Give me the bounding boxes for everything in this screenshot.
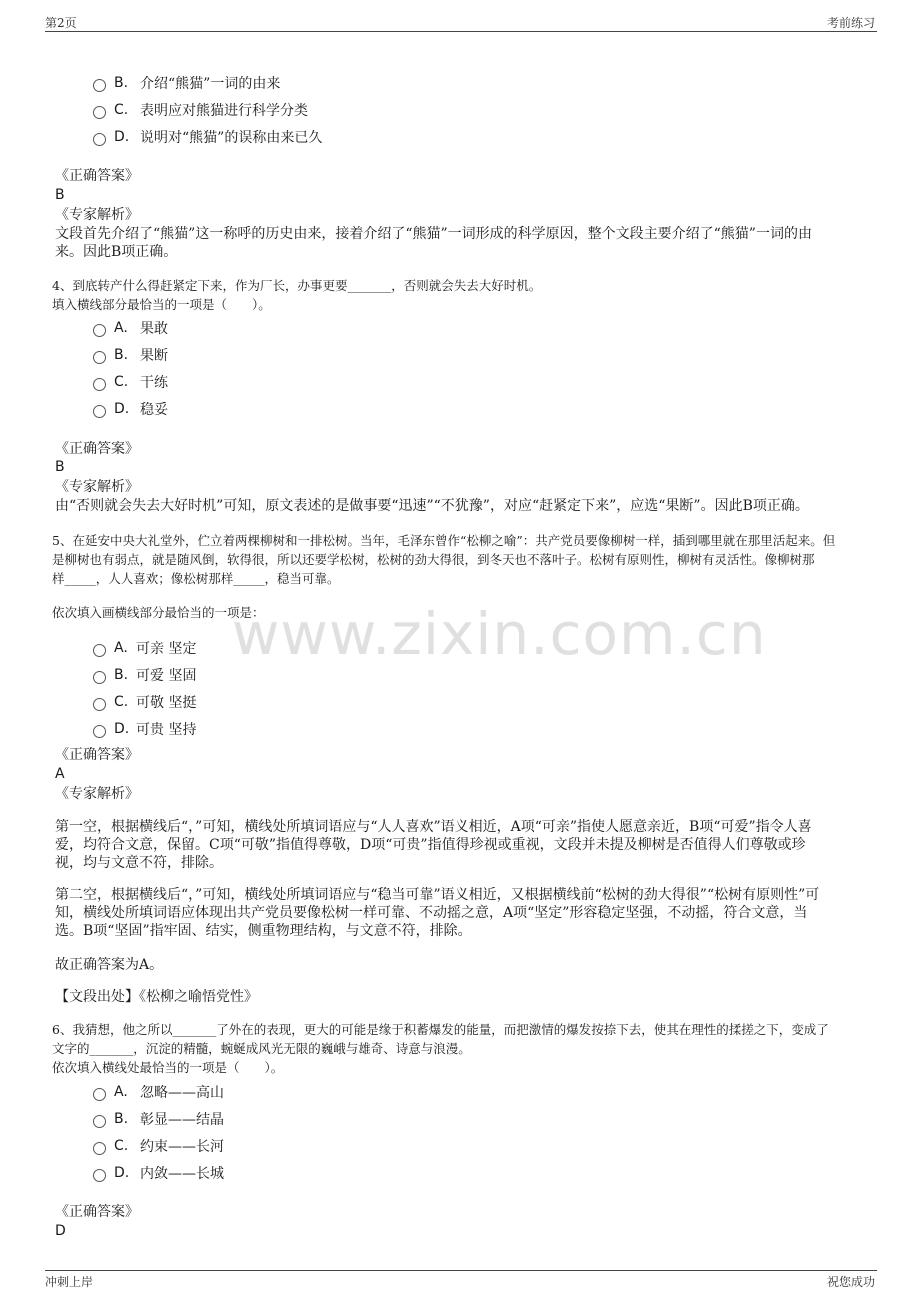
radio-icon[interactable] <box>93 671 106 684</box>
radio-icon[interactable] <box>93 698 106 711</box>
radio-icon[interactable] <box>93 79 106 92</box>
radio-icon[interactable] <box>93 725 106 738</box>
option-a[interactable] <box>93 638 196 658</box>
option-a[interactable] <box>93 318 168 338</box>
question-instruction: 依次填入画横线部分最恰当的一项是： <box>52 605 265 620</box>
answer-label: 《正确答案》 <box>55 747 139 763</box>
option-letter: C. <box>114 694 129 710</box>
option-letter: D. <box>114 401 130 417</box>
option-d[interactable] <box>93 1163 224 1183</box>
option-text: 彰显——结晶 <box>140 1112 224 1128</box>
option-a[interactable] <box>93 1082 224 1102</box>
header-divider <box>45 31 877 32</box>
analysis-line: 由“否则就会失去大好时机”可知，原文表述的是做事要“迅速”“不犹豫”，对应“赶紧定下来”，应选“果断”。因此B项正确。 <box>55 498 809 514</box>
analysis-label: 《专家解析》 <box>55 786 139 802</box>
radio-icon[interactable] <box>93 106 106 119</box>
option-letter: B. <box>114 1111 129 1127</box>
answer-value: D <box>55 1223 66 1239</box>
option-letter: D. <box>114 129 130 145</box>
answer-value: B <box>55 187 65 203</box>
question-instruction: 依次填入横线处最恰当的一项是（ ）。 <box>52 1060 284 1075</box>
analysis-paragraph-line: 知，横线处所填词语应体现出共产党员要像松树一样可靠、不动摇之意，A项“坚定”形容稳定坚强，不动摇，符合文意，当 <box>55 905 808 921</box>
option-text: 干练 <box>140 375 168 391</box>
option-c[interactable] <box>93 1136 224 1156</box>
option-c[interactable] <box>93 692 196 712</box>
option-letter: C. <box>114 1138 129 1154</box>
question-stem-line: 文字的_______，沉淀的精髓，蜿蜒成风光无限的巍峨与雄奇、诗意与浪漫。 <box>52 1041 471 1056</box>
footer-right-text: 祝您成功 <box>826 1275 875 1289</box>
option-b[interactable] <box>93 73 280 93</box>
option-text: 稳妥 <box>140 402 168 418</box>
analysis-paragraph-line: 爱，均符合文意，保留。C项“可敬”指值得尊敬，D项“可贵”指值得珍视或重视，文段并未提及柳树是否值得人们尊敬或珍 <box>55 837 806 853</box>
footer-left-text: 冲刺上岸 <box>45 1275 94 1289</box>
text-source: 【文段出处】《松柳之喻悟党性》 <box>55 989 258 1005</box>
analysis-label: 《专家解析》 <box>55 479 139 495</box>
radio-icon[interactable] <box>93 1115 106 1128</box>
option-text: 可贵 坚持 <box>136 722 197 738</box>
analysis-line: 文段首先介绍了“熊猫”这一称呼的历史由来，接着介绍了“熊猫”一词形成的科学原因，整个文段主要介绍了“熊猫”一词的由 <box>55 226 812 242</box>
answer-label: 《正确答案》 <box>55 168 139 184</box>
option-d[interactable] <box>93 719 196 739</box>
answer-value: B <box>55 459 65 475</box>
radio-icon[interactable] <box>93 405 106 418</box>
option-letter: D. <box>114 721 130 737</box>
option-text: 约束——长河 <box>140 1139 224 1155</box>
option-text: 可亲 坚定 <box>136 641 197 657</box>
option-c[interactable] <box>93 372 168 392</box>
analysis-paragraph-line: 第一空，根据横线后“，”可知，横线处所填词语应与“人人喜欢”语义相近，A项“可亲”指使人愿意亲近，B项“可爱”指令人喜 <box>55 819 812 835</box>
option-letter: A. <box>114 320 128 336</box>
analysis-paragraph-line: 第二空，根据横线后“，”可知，横线处所填词语应与“稳当可靠”语义相近，又根据横线前“松树的劲大得很”“松树有原则性”可 <box>55 887 820 903</box>
option-letter: C. <box>114 102 129 118</box>
question-stem: 4、到底转产什么得赶紧定下来，作为厂长，办事更要_______，否则就会失去大好时机。 <box>52 278 542 293</box>
footer-divider <box>45 1270 877 1271</box>
option-text: 可爱 坚固 <box>136 668 197 684</box>
option-d[interactable] <box>93 399 168 419</box>
option-letter: B. <box>114 347 129 363</box>
question-stem-line: 6、我猜想，他之所以_______了外在的表现，更大的可能是缘于积蓄爆发的能量，而把激情的爆发按捺下去，使其在理性的揉搓之下，变成了 <box>52 1022 829 1037</box>
answer-label: 《正确答案》 <box>55 1204 139 1220</box>
option-letter: A. <box>114 1084 128 1100</box>
radio-icon[interactable] <box>93 1088 106 1101</box>
question-stem-line: 5、在延安中央大礼堂外，伫立着两棵柳树和一排松树。当年，毛泽东曾作“松柳之喻”：共产党员要像柳树一样，插到哪里就在那里活起来。但 <box>52 533 836 548</box>
analysis-label: 《专家解析》 <box>55 207 139 223</box>
watermark: www.zixin.com.cn <box>232 600 767 668</box>
option-text: 果断 <box>140 348 168 364</box>
option-text: 介绍“熊猫”一词的由来 <box>140 76 281 92</box>
radio-icon[interactable] <box>93 324 106 337</box>
option-text: 表明应对熊猫进行科学分类 <box>140 103 308 119</box>
option-letter: A. <box>114 640 128 656</box>
answer-label: 《正确答案》 <box>55 441 139 457</box>
question-instruction: 填入横线部分最恰当的一项是（ ）。 <box>52 297 271 312</box>
option-d[interactable] <box>93 127 322 147</box>
option-letter: B. <box>114 75 129 91</box>
radio-icon[interactable] <box>93 378 106 391</box>
answer-value: A <box>55 766 65 782</box>
option-b[interactable] <box>93 665 196 685</box>
analysis-line: 来。因此B项正确。 <box>55 244 178 260</box>
option-letter: D. <box>114 1165 130 1181</box>
radio-icon[interactable] <box>93 1142 106 1155</box>
option-c[interactable] <box>93 100 308 120</box>
question-stem-line: 样_____，人人喜欢；像松树那样_____，稳当可靠。 <box>52 571 340 586</box>
option-text: 内敛——长城 <box>140 1166 224 1182</box>
option-text: 果敢 <box>140 321 168 337</box>
option-letter: C. <box>114 374 129 390</box>
option-text: 可敬 坚挺 <box>136 695 197 711</box>
radio-icon[interactable] <box>93 133 106 146</box>
radio-icon[interactable] <box>93 1169 106 1182</box>
option-b[interactable] <box>93 345 168 365</box>
analysis-paragraph-line: 视，均与文意不符，排除。 <box>55 855 223 871</box>
analysis-paragraph-line: 选。B项“坚固”指牢固、结实，侧重物理结构，与文意不符，排除。 <box>55 923 472 939</box>
document-title: 考前练习 <box>826 16 875 30</box>
option-b[interactable] <box>93 1109 224 1129</box>
analysis-conclusion: 故正确答案为A。 <box>55 957 164 973</box>
radio-icon[interactable] <box>93 351 106 364</box>
option-text: 说明对“熊猫”的误称由来已久 <box>140 130 323 146</box>
page-number: 第2页 <box>45 16 77 30</box>
radio-icon[interactable] <box>93 644 106 657</box>
question-stem-line: 是柳树也有弱点，就是随风倒，软得很，所以还要学松树，松树的劲大得很，到冬天也不落叶子。松树有原则性，柳树有灵活性。像柳树那 <box>52 552 815 567</box>
option-letter: B. <box>114 667 129 683</box>
option-text: 忽略——高山 <box>140 1085 224 1101</box>
